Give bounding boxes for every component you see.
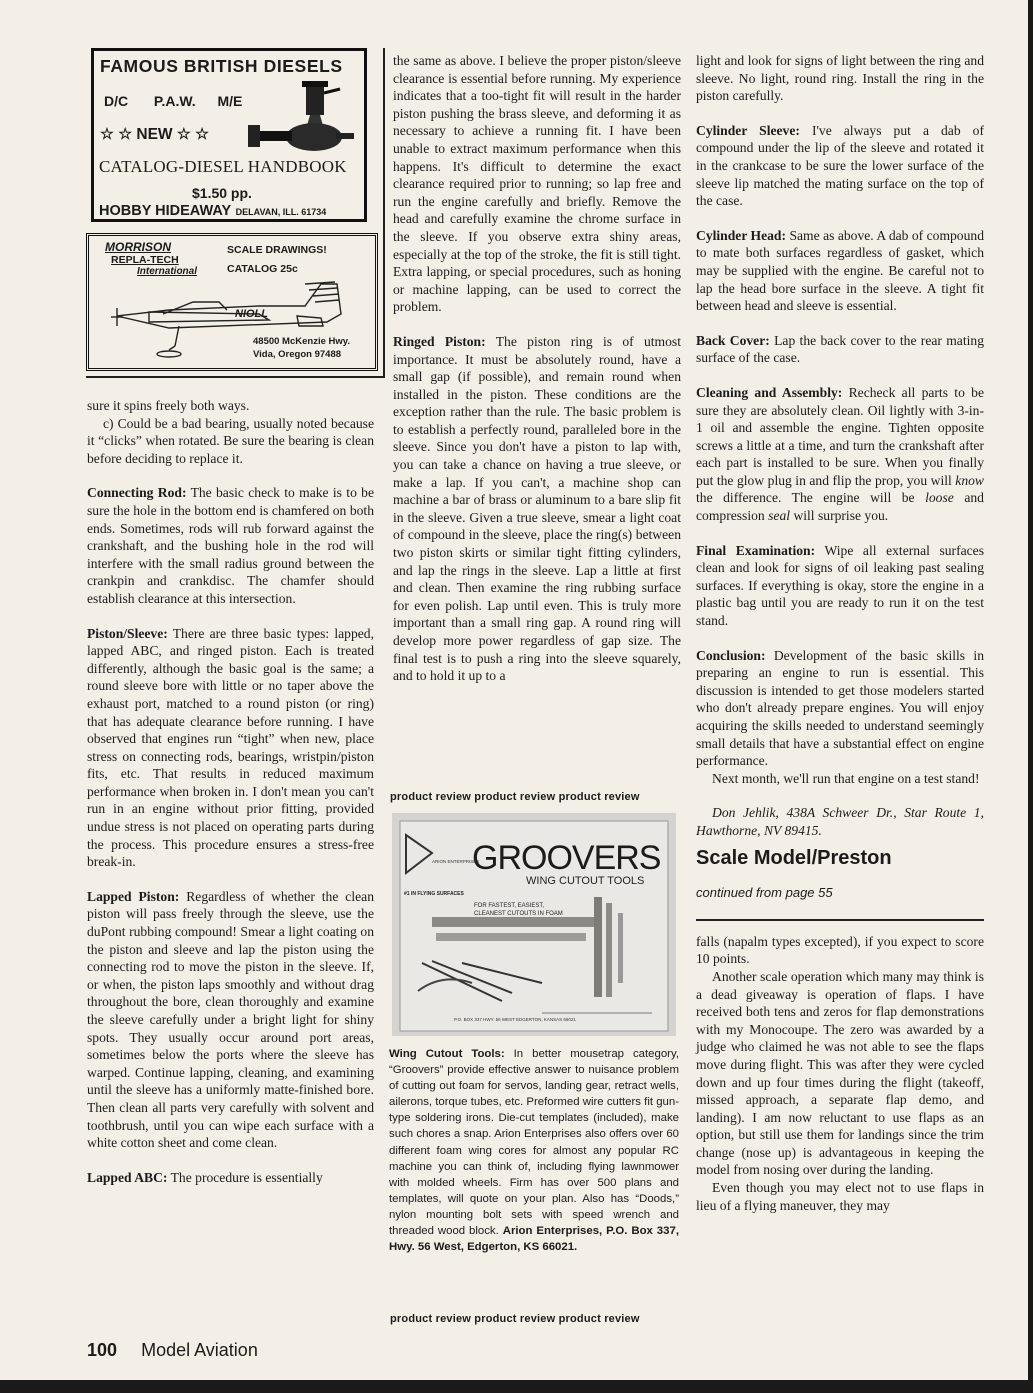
ad-new-line: ☆ ☆ NEW ☆ ☆ [100,126,209,143]
cleaning-text-d: will surprise you. [793,508,889,524]
scale-p2: Another scale operation which many may think is a dead giveaway is operation of flaps. I have received both tens and zeros for flap demonstrations with my Monocoupe. The zero was awarded by a judge who claimed he was not able to see the flaps move during flight. This was after they were cycled down and up four times during the flight (takeoff, missed approach, a separate flap demo, and landing). I am now reluctant to use flaps as an option, but still use them for landings since the trim change (nose up) is advantageous in keeping the model from nosing over during the landing. [696,968,984,1178]
piston-sleeve-heading: Piston/Sleeve: [87,625,168,641]
ad-company-line [99,202,326,220]
groovers-address: P.O. BOX 337 HWY. 56 WEST EDGERTON, KANSAS 66021 [454,1017,576,1022]
final-exam-text: Wipe all external surfaces clean and look for signs of oil leaking past sealing surfaces. If everything is okay, store the engine in a plastic bag until you are ready to run it on the test stand. [696,542,984,629]
ad2-catalog: CATALOG 25c [227,263,298,275]
ad2-scale: SCALE DRAWINGS! [227,244,327,256]
product-review-strip-bottom: product review product review product review [390,1313,640,1325]
connecting-rod-text: The basic check to make is to be sure the hole in the bottom end is chamfered on both ends. Sometimes, rods will rub forward against the crankshaft, and the bushing hole in the rod will interfere with the small radius ground between the crankpin and crankdisc. The chamfer should establish clearance at this intersection. [87,485,375,606]
ringed-piston-heading: Ringed Piston: [393,333,486,349]
author-signature: Don Jehlik, 438A Schweer Dr., Star Route 1, Hawthorne, NV 89415. [696,805,984,838]
back-cover-heading: Back Cover: [696,332,770,348]
groovers-sub: #1 IN FLYING SURFACES [404,891,464,897]
ringed-piston-text: The piston ring is of utmost importance. It must be absolutely round, have a small gap (if possible), and remain round when installed in the piston. These conditions are the exception rather than the rule. The basic problem is to establish a perfectly round, paralleled bore in the sleeve. Since you don't have a piston to lap with, you can take a chance on having a true sleeve, or make a lap. If you can't, a machine shop can machine a bar of brass or aluminum to a bare slip fit in the sleeve. Given a true sleeve, smear a light coat of compound in the sleeve, place the ring(s) between two piston skirts or similar tight fitting cylinders, and lap the rings in the sleeve. Lap a little at first and clean. Then examine the ring rubbing surface for even polish. Lap until even. This is truly more important than a small ring gap. A round ring will develop more power regardless of gap size. The final test is to push a ring into the sleeve squarely, and to hold it up to a [393,333,681,684]
lapped-abc-heading: Lapped ABC: [87,1169,168,1185]
cylinder-head-heading: Cylinder Head: [696,227,787,243]
caption-text: In better mousetrap category, “Groovers” provide effective answer to nuisance problem of cutting out foam for servos, landing gear, retract wells, ailerons, torque tubes, etc. Preformed wire cutters fit gun-type soldering irons. Die-cut templates (included), make such chores a snap. Arion Enterprises also offers over 60 different foam wing cores for almost any popular RC machine you can think of, including flying lawnmower with molded wheels. Firm has over 500 plans and templates, will quote on your plan. Also has “Doods,” nylon mounting bolt sets with speed wrench and threaded wood block. [389,1048,679,1238]
brand-dc: D/C [104,93,129,109]
ad2-international: International [137,266,198,277]
morrison-ad [86,233,378,371]
caption-address: Arion Enterprises, P.O. Box 337, Hwy. 56 West, Edgerton, KS 66021. [389,1225,679,1254]
groovers-fastest2: CLEANEST CUTOUTS IN FOAM [474,911,563,917]
col3-cleaning [696,384,984,525]
col1-connecting-rod [87,484,374,607]
col3-next-month: Next month, we'll run that engine on a test stand! [712,770,980,786]
diesel-engine-illustration [244,79,359,157]
ad2-address2: Vida, Oregon 97488 [253,349,342,360]
section-subtitle: continued from page 55 [696,885,833,901]
col3-final-exam [696,542,984,630]
col3-back-cover [696,332,984,367]
cylinder-sleeve-heading: Cylinder Sleeve: [696,122,800,138]
ad-bottom-rule [86,376,384,378]
ad2-subcompany: REPLA-TECH [111,254,179,266]
cleaning-text-a: Recheck all parts to be sure they are absolutely clean. Oil lightly with 3-in-1 oil and assemble the engine. Tighten opposite screws a little at a time, and turn the crankshaft after each part is installed to be sure. When you finally put the glow plug in and flip the prop, you will [696,384,984,488]
col1-lapped-piston [87,888,374,1152]
hobby-hideaway-ad [91,48,367,222]
ad-catalog: CATALOG-DIESEL HANDBOOK [99,157,347,176]
conclusion-heading: Conclusion: [696,647,766,663]
groovers-tagline: WING CUTOUT TOOLS [526,875,645,887]
cylinder-head-text: Same as above. A dab of compound to mate both surfaces regardless of gasket, which may be supplied with the engine. Be careful not to lap the head bore surface in the sleeve. A tight fit between head and sleeve is essential. [696,227,984,314]
brand-paw: P.A.W. [153,93,196,109]
col1-lapped-abc [87,1169,374,1187]
column-1 [87,397,374,1186]
cleaning-text-c: and compression [696,490,984,524]
cleaning-loose: loose [925,490,954,506]
groovers-maker: ARION ENTERPRISES [432,859,480,864]
groovers-product-photo [392,813,676,1036]
col3-p1: light and look for signs of light between the ring and sleeve. No light, round ring. Install the ring in the piston carefully. [696,53,984,104]
ad-price: $1.50 pp. [192,185,252,201]
col3-cylinder-sleeve [696,122,984,210]
ad2-address1: 48500 McKenzie Hwy. [253,336,350,347]
product-review-strip-top: product review product review product review [390,791,640,803]
cleaning-know: know [955,472,984,488]
ad2-company: MORRISON [105,240,171,254]
col3-cylinder-head [696,227,984,315]
page-footer [87,1340,258,1361]
page-number: 100 [87,1340,118,1360]
final-exam-heading: Final Examination: [696,542,816,558]
connecting-rod-heading: Connecting Rod: [87,485,187,501]
groovers-brand: GROOVERS [472,839,661,877]
review-caption [389,1046,679,1255]
ad2-plane-label: NIOLL [235,308,268,320]
lapped-abc-text: The procedure is essentially [170,1169,323,1185]
col1-piston-sleeve [87,625,374,871]
caption-heading: Wing Cutout Tools: [389,1048,505,1060]
magazine-name: Model Aviation [141,1340,258,1360]
piston-sleeve-text: There are three basic types: lapped, lapped ABC, and ringed piston. Each is treated differently, although the basic goal is the same; a round sleeve bore with little or no taper above the exhaust port, matched to a round piston (or ring) that has adequate clearance before running. I have observed that engines run “tight” when new, place stress on connecting rods, bearings, wristpin/piston fits, etc. That results in reduced maximum performance when broken in. I don't mean you can't run in an engine without prior fitting, provided undue stress is not placed on operating parts during the process. This procedure ensures a stress-free break-in. [87,625,375,870]
lapped-piston-heading: Lapped Piston: [87,888,180,904]
col3-conclusion [696,647,984,770]
conclusion-text: Development of the basic skills in preparing an engine to run is essential. This discussion is intended to get those modelers started who don't already prepare engines. You will enjoy acquiring the skills needed to understand seemingly small details that have a substantial effect on engine performance. [696,647,984,769]
lapped-piston-text: Regardless of whether the clean piston will pass freely through the sleeve, use the duPont rubbing compound! Smear a light coating on the piston and sleeve and lap the piston using the connecting rod to move the piston in the sleeve. If, or when, the piston laps smoothly and without drag throughout the bore, clean thoroughly and examine the sleeve carefully under a bright light for shiny spots. They usually occur around port areas, sometimes below the ports where the sleeve has warped. Continue lapping, cleaning, and examining until the sleeve has a uniformly matte-finished bore. Then clean all parts very carefully with solvent and toothbrush, until you can wipe each surface with a white cotton sheet and come clean. [87,888,374,1151]
cleaning-seal: seal [768,508,791,524]
cleaning-text-b: the difference. The engine will be [696,490,915,506]
ad-side-rule [383,48,385,378]
col2-ringed-piston [393,333,681,685]
col1-p2: c) Could be a bad bearing, usually noted because it “clicks” when rotated. Be sure the bearing is clean before deciding to replace it. [87,415,374,466]
scale-p3: Even though you may elect not to use flaps in lieu of a flying maneuver, they may [696,1180,984,1213]
section-title: Scale Model/Preston [696,846,892,869]
brand-me: M/E [217,93,243,109]
cleaning-heading: Cleaning and Assembly: [696,384,843,400]
column-2 [393,52,681,685]
column-3 [696,52,984,1214]
ad-headline: FAMOUS BRITISH DIESELS [100,56,343,76]
ad-address: DELAVAN, ILL. 61734 [235,207,327,217]
col1-p1: sure it spins freely both ways. [87,398,250,413]
groovers-fastest1: FOR FASTEST, EASIEST, [474,903,545,909]
ad-brands [104,93,242,109]
ad-company: HOBBY HIDEAWAY [99,203,232,219]
back-cover-text: Lap the back cover to the rear mating surface of the case. [696,332,984,366]
scale-p1: falls (napalm types excepted), if you expect to score 10 points. [696,933,984,967]
cylinder-sleeve-text: I've always put a dab of compound under the lip of the sleeve and rotated it in the crankcase to be sure the lower surface of the sleeve lip matched the mating surface on the top of the case. [696,122,984,209]
section-rule [696,919,984,921]
col2-p1: the same as above. I believe the proper piston/sleeve clearance is essential before running. My experience indicates that a too-tight fit will result in the harder piston pushing the brass sleeve, and deforming it as necessary to achieve a running fit. I have been unable to extract maximum performance when this happens. It's difficult to determine the exact clearance required prior to running; so lap free and run the engine carefully and briefly. Remove the head and carefully examine the chrome surface in the sleeve. If you observe extra shiny areas, especially at the top of the stroke, the fit is still tight. Extra lapping, or special procedures, such as honing or machine lapping, can be used to correct the problem. [393,53,681,315]
